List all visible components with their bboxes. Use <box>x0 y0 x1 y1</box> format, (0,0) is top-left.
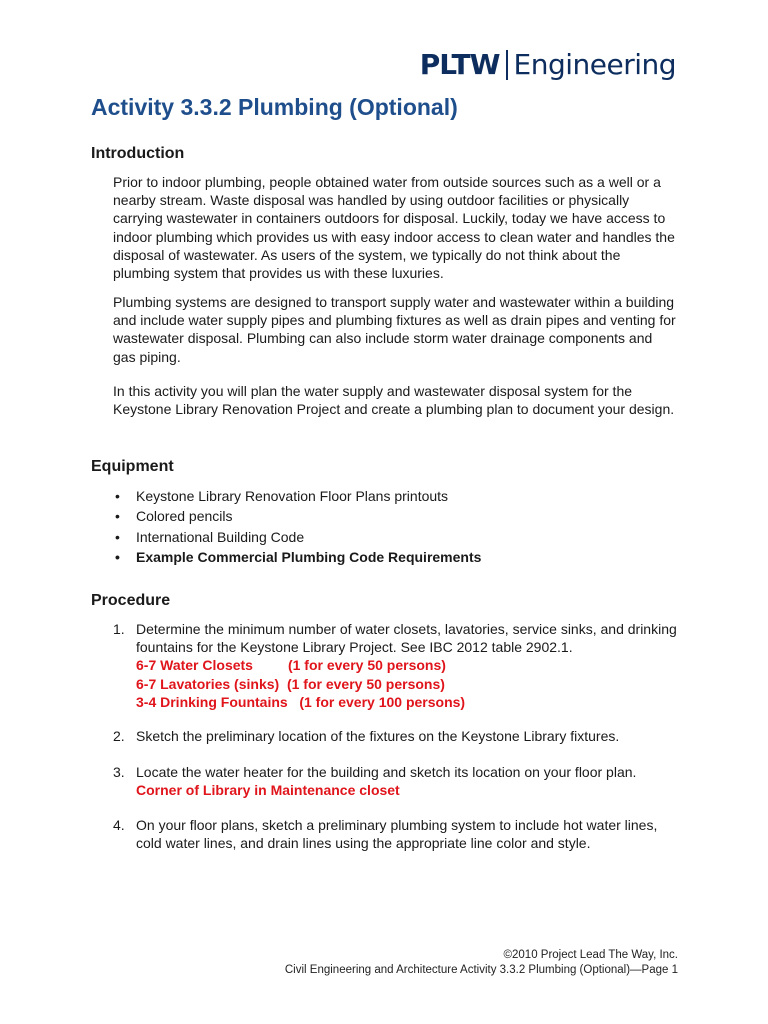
introduction-heading: Introduction <box>91 145 185 162</box>
intro-paragraph-2: Plumbing systems are designed to transport supply water and wastewater within a building and include water supply pipes and plumbing fixtures as well as drain pipes and venting for wastewater disposal. Plumbing can also include storm water drainage components and gas piping. <box>113 294 676 365</box>
step-number: 3. <box>113 764 125 780</box>
procedure-step-3 <box>113 763 678 799</box>
intro-paragraph-1: Prior to indoor plumbing, people obtained water from outside sources such as a well or a nearby stream. Waste disposal was handled by using outdoor facilities or physically carrying wastewater in containers outdoors for disposal. Luckily, today we have access to indoor plumbing which provides us with easy indoor access to clean water and handles the disposal of wastewater. As users of the system, we typically do not think about the plumbing system that provides us with these luxuries. <box>113 174 675 282</box>
intro-paragraph-3: In this activity you will plan the water supply and wastewater disposal system for the Keystone Library Renovation Project and create a plumbing plan to document your design. <box>113 383 675 418</box>
step-text: Determine the minimum number of water closets, lavatories, service sinks, and drinking fountains for the Keystone Library Project. See IBC 2012 table 2902.1. <box>136 621 677 656</box>
step-text: Locate the water heater for the building and sketch its location on your floor plan. <box>136 764 637 780</box>
procedure-step-4 <box>113 816 678 852</box>
procedure-step-1 <box>113 620 678 711</box>
equipment-heading: Equipment <box>91 458 174 475</box>
footer-title-line: Civil Engineering and Architecture Activity 3.3.2 Plumbing (Optional)—Page 1 <box>284 964 678 976</box>
answer-water-closets: 6-7 Water Closets (1 for every 50 persons) <box>136 657 446 674</box>
logo-divider <box>506 50 508 80</box>
pltw-engineering-logo <box>420 48 676 81</box>
equipment-item: • International Building Code <box>113 527 678 547</box>
page-footer <box>285 948 678 978</box>
step-text: Sketch the preliminary location of the fixtures on the Keystone Library fixtures. <box>136 728 620 744</box>
step-number: 2. <box>113 728 125 744</box>
logo-pltw-text: PLTW <box>419 48 500 81</box>
procedure-step-2 <box>113 727 678 745</box>
step-number: 1. <box>113 621 125 637</box>
answer-lavatories: 6-7 Lavatories (sinks) (1 for every 50 persons) <box>136 675 445 692</box>
equipment-item: • Keystone Library Renovation Floor Plans printouts <box>113 486 678 506</box>
step-number: 4. <box>113 817 125 833</box>
answer-water-heater: Corner of Library in Maintenance closet <box>136 782 400 799</box>
equipment-item: • Colored pencils <box>113 506 678 526</box>
logo-engineering-text: Engineering <box>513 48 676 81</box>
page-title: Activity 3.3.2 Plumbing (Optional) <box>91 94 458 120</box>
answer-drinking-fountains: 3-4 Drinking Fountains (1 for every 100 persons) <box>136 693 466 710</box>
step-text: On your floor plans, sketch a preliminary plumbing system to include hot water lines, cold water lines, and drain lines using the appropriate line color and style. <box>136 817 658 852</box>
procedure-heading: Procedure <box>91 592 171 609</box>
equipment-list <box>113 486 678 567</box>
equipment-item: • Example Commercial Plumbing Code Requirements <box>113 547 678 567</box>
copyright-line: ©2010 Project Lead The Way, Inc. <box>503 949 678 961</box>
